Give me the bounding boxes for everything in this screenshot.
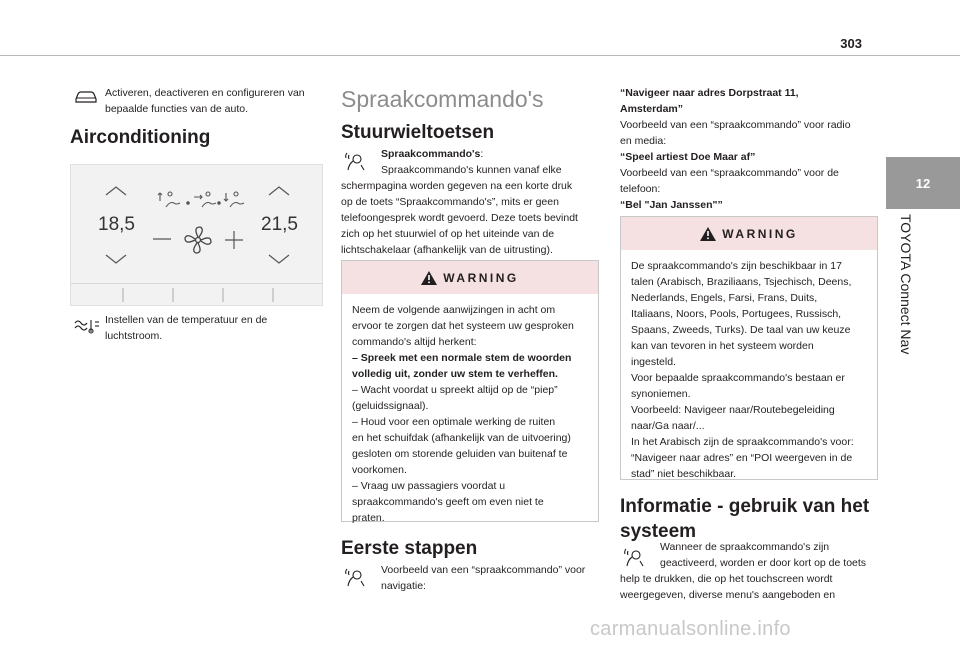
chapter-tab[interactable]: [886, 157, 960, 209]
w1-bold-line: – Spreek met een normale stem de woorden: [352, 352, 572, 364]
p-informatie: [620, 539, 885, 603]
climate-settings-icon: [74, 318, 100, 334]
panel-bottom-bar: [71, 283, 322, 305]
w2-line: “Navigeer naar adres” en “POI weergeven in de: [631, 452, 853, 464]
climate-caption: Instellen van de temperatuur en de luchtstroom.: [105, 314, 268, 342]
car-icon: [74, 90, 98, 104]
w2-line: Voor bepaalde spraakcommando's bestaan er: [631, 372, 845, 384]
p1-lead: Spraakcommando's: [381, 148, 481, 160]
intro-text: Activeren, deactiveren en configureren van bepaalde functies van de auto.: [105, 87, 305, 115]
w1-line: – Wacht voordat u spreekt altijd op de “piep”: [352, 384, 558, 396]
fan-decrease-icon[interactable]: [153, 237, 171, 241]
w2-line: Voorbeeld: Navigeer naar/Routebegeleiding: [631, 404, 835, 416]
climate-panel: [70, 164, 323, 306]
w1-line: praten.: [352, 512, 385, 524]
p2-line2: navigatie:: [381, 580, 426, 592]
heading-airconditioning: Airconditioning: [70, 127, 211, 148]
p1-colon: :: [480, 148, 484, 160]
warning-header-2: [621, 217, 877, 250]
w2-line: De spraakcommando's zijn beschikbaar in 17: [631, 260, 842, 272]
temp-left: 18,5: [98, 214, 135, 235]
p1-line2: Spraakcommando's kunnen vanaf elke: [381, 164, 562, 176]
w2-line: ingesteld.: [631, 356, 676, 368]
example-radio-desc-b: en media:: [620, 135, 667, 147]
w1-line: commando's altijd herkent:: [352, 336, 477, 348]
page-number: 303: [840, 36, 862, 51]
temp-right: 21,5: [261, 214, 298, 235]
chapter-number: 12: [915, 175, 931, 191]
pi-line2: geactiveerd, worden er door kort op de toets: [660, 557, 867, 569]
w2-line: Nederlands, Engels, Farsi, Frans, Duits,: [631, 292, 818, 304]
example-radio-desc-a: Voorbeeld van een “spraakcommando” voor radio: [620, 119, 851, 131]
warning-body-1: [342, 294, 598, 532]
warning-body-2: [621, 250, 877, 488]
p1-line5: telefoongesprek wordt gevoerd. Deze toets bevindt: [341, 212, 578, 224]
w1-line: Neem de volgende aanwijzingen in acht om: [352, 304, 556, 316]
p1: [341, 146, 599, 258]
heading-stuurwieltoetsen: Stuurwieltoetsen: [341, 122, 495, 143]
w1-bold-line: volledig uit, zonder uw stem te verheffen.: [352, 368, 558, 380]
example-nav-b: Amsterdam”: [620, 103, 684, 115]
w2-line: synoniemen.: [631, 388, 691, 400]
example-nav-a: “Navigeer naar adres Dorpstraat 11,: [620, 87, 799, 99]
fan-increase-icon[interactable]: [225, 231, 243, 249]
p1-line7: lichtschakelaar (afhankelijk van de uitrusting).: [341, 244, 553, 256]
pi-line4: weergegeven, diverse menu's aangeboden en: [620, 589, 836, 601]
pi-line1: Wanneer de spraakcommando's zijn: [660, 541, 830, 553]
chapter-title-text: TOYOTA Connect Nav: [898, 214, 914, 355]
w2-line: stad” niet beschikbaar.: [631, 468, 737, 480]
p1-line3: schermpagina worden gegeven na een korte druk: [341, 180, 573, 192]
p2-line1: Voorbeeld van een “spraakcommando” voor: [381, 564, 586, 576]
warning-label-2: WARNING: [722, 226, 798, 241]
voice-command-icon-2: [345, 568, 367, 588]
example-phone: “Bel "Jan Janssen"”: [620, 199, 723, 211]
pi-line3: help te drukken, die op het touchscreen wordt: [620, 573, 833, 585]
w1-line: gesloten om storende geluiden van buitenaf te: [352, 448, 568, 460]
heading-eerste-stappen: Eerste stappen: [341, 538, 478, 559]
heading-informatie-l2: systeem: [620, 521, 697, 542]
w2-line: naar/Ga naar/...: [631, 420, 705, 432]
warning-box-2: [620, 216, 878, 480]
temp-left-up-icon[interactable]: [104, 185, 128, 197]
w2-line: Italiaans, Noors, Pools, Portugees, Russisch,: [631, 308, 842, 320]
warning-box-1: [341, 260, 599, 522]
w1-line: – Houd voor een optimale werking de ruiten: [352, 416, 556, 428]
chapter-title: [896, 214, 916, 374]
header-rule: [0, 55, 960, 56]
w1-line: – Vraag uw passagiers voordat u: [352, 480, 506, 492]
w1-line: ervoor te zorgen dat het systeem uw gesproken: [352, 320, 574, 332]
temp-right-up-icon[interactable]: [267, 185, 291, 197]
heading-informatie-l1: Informatie - gebruik van het: [620, 496, 870, 517]
watermark: carmanualsonline.info: [590, 618, 791, 640]
w1-line: en het schuifdak (afhankelijk van de uitvoering): [352, 432, 571, 444]
w1-line: (geluidssignaal).: [352, 400, 429, 412]
p1-line6: zich op het stuurwiel of op het uiteinde van de: [341, 228, 555, 240]
example-phone-desc-a: Voorbeeld van een “spraakcommando” voor de: [620, 167, 839, 179]
heading-informatie: [620, 494, 869, 544]
p1-line4: op de toets “Spraakcommando's”, mits er geen: [341, 196, 559, 208]
warning-icon: [421, 271, 437, 285]
w1-line: spraakcommando's geeft om even niet te: [352, 496, 544, 508]
p2: [381, 562, 601, 594]
temp-right-down-icon[interactable]: [267, 253, 291, 265]
warning-icon: [700, 227, 716, 241]
temp-left-down-icon[interactable]: [104, 253, 128, 265]
w2-line: kan van tevoren in het systeem worden: [631, 340, 814, 352]
fan-icon[interactable]: [183, 225, 213, 255]
example-phone-desc-b: telefoon:: [620, 183, 661, 195]
warning-header-1: [342, 261, 598, 294]
example-radio: “Speel artiest Doe Maar af”: [620, 151, 756, 163]
airflow-mode-icons[interactable]: [156, 189, 246, 211]
w2-line: Spaans, Zweeds, Turks). De taal van uw keuze: [631, 324, 851, 336]
w2-line: In het Arabisch zijn de spraakcommando's voor:: [631, 436, 854, 448]
examples: [620, 85, 882, 213]
w2-line: talen (Arabisch, Braziliaans, Tsjechisch, Deens,: [631, 276, 852, 288]
title-spraakcommandos: Spraakcommando's: [341, 86, 544, 112]
w1-line: voorkomen.: [352, 464, 407, 476]
warning-label-1: WARNING: [443, 270, 519, 285]
